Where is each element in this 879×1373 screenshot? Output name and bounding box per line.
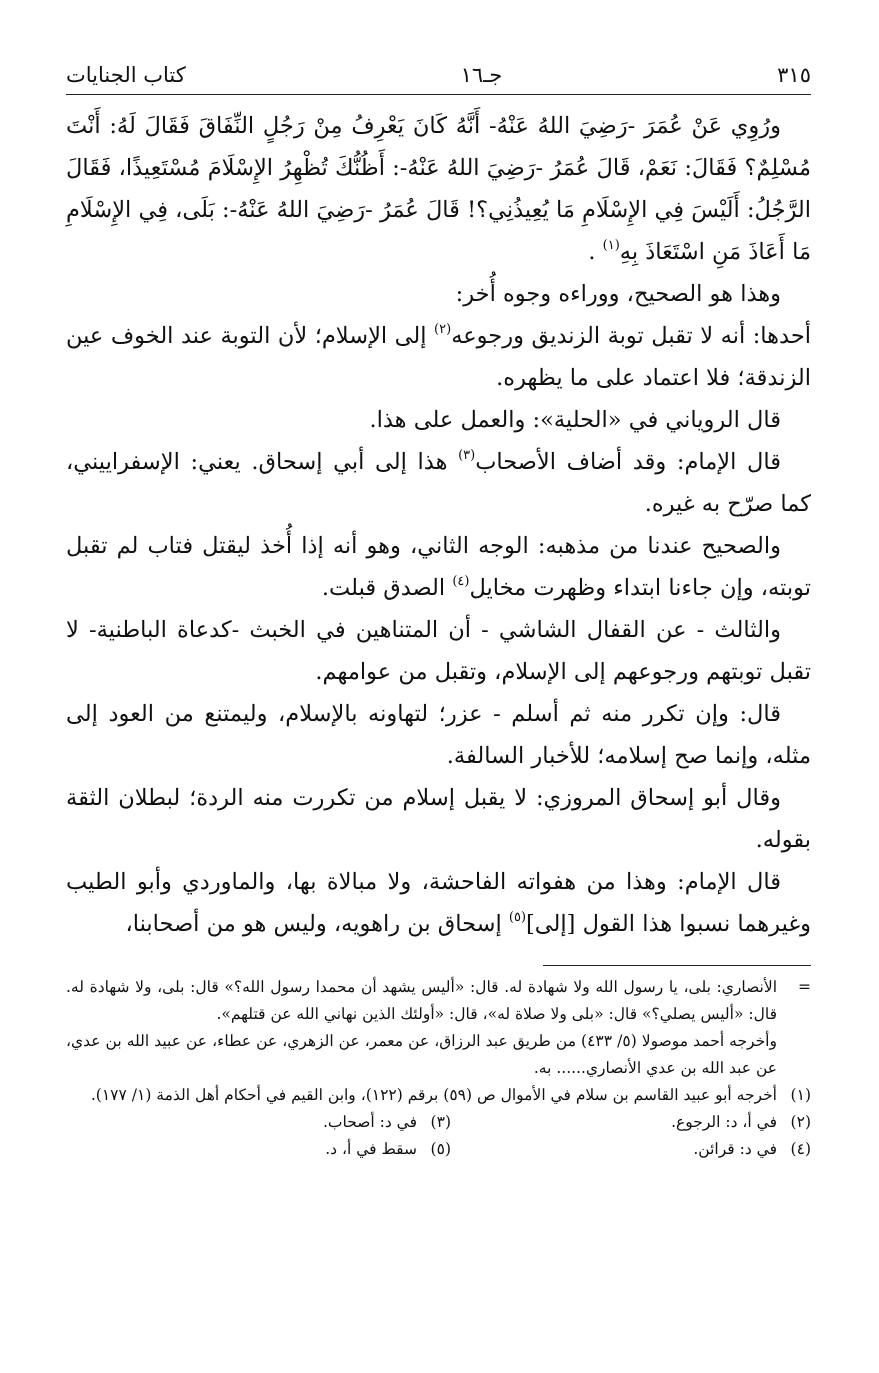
header-rule <box>66 94 811 95</box>
page-number: ٣١٥ <box>777 63 811 87</box>
footnote-text: في أ، د: الرجوع. <box>671 1113 777 1131</box>
paragraph: قال الإمام: وهذا من هفواته الفاحشة، ولا مبالاة بها، والماوردي وأبو الطيب وغيرهما نسبوا هذا القول [إلى]$^{(٥)}$ إسحاق بن راهويه، وليس هو من أصحابنا، <box>66 869 811 937</box>
footnote-3 <box>91 1109 451 1136</box>
footnote-ref[interactable]: (٤) <box>452 574 470 589</box>
paragraph: قال الإمام: وقد أضاف الأصحاب$^{(٣)}$ هذا إلى أبي إسحاق. يعني: الإسفراييني، كما صرّح به غيره. <box>66 448 811 517</box>
footnote-marker: (٢) <box>790 1113 811 1131</box>
footnote-marker: (٣) <box>430 1113 451 1131</box>
footnote-text: وأخرجه أحمد موصولا (٥/ ٤٣٣) من طريق عبد الرزاق، عن معمر، عن الزهري، عن عطاء، عن عبيد الله بن عدي، عن عبد الله بن عدي الأنصاري...... به. <box>66 1032 777 1077</box>
paragraph: والثالث - عن القفال الشاشي - أن المتناهين في الخبث -كدعاة الباطنية- لا تقبل توبتهم ورجوعهم إلى الإسلام، وتقبل من عوامهم. <box>66 617 811 685</box>
footnote-text: سقط في أ، د. <box>325 1140 417 1158</box>
paragraph: قال: وإن تكرر منه ثم أسلم - عزر؛ لتهاونه بالإسلام، وليمتنع من العود إلى مثله، وإنما صح إسلامه؛ للأخبار السالفة. <box>66 701 811 769</box>
footnote-ref[interactable]: (٥) <box>508 910 527 925</box>
footnote-continuation <box>66 1028 811 1082</box>
paragraph: وقال أبو إسحاق المروزي: لا يقبل إسلام من تكررت منه الردة؛ لبطلان الثقة بقوله. <box>66 785 811 853</box>
footnote-2 <box>451 1109 811 1136</box>
book-title: كتاب الجنايات <box>66 63 186 87</box>
paragraph: والصحيح عندنا من مذهبه: الوجه الثاني، وهو أنه إذا أُخذ ليقتل فتاب لم تقبل توبته، وإن جاءنا ابتداء وظهرت مخايل$^{(٤)}$ الصدق قبلت. <box>66 533 811 601</box>
footnote-1 <box>66 1082 811 1109</box>
footnote-marker: (١) <box>790 1086 811 1104</box>
footnote-5 <box>91 1136 451 1163</box>
footnote-text: في د: قرائن. <box>693 1140 777 1158</box>
footnote-text: في د: أصحاب. <box>322 1113 417 1131</box>
footnote-row <box>66 1109 811 1136</box>
footnotes <box>66 974 811 1163</box>
paragraph: وهذا هو الصحيح، ووراءه وجوه أُخر: <box>455 281 781 307</box>
footnote-text: الأنصاري: بلى، يا رسول الله ولا شهادة له. قال: «أليس يشهد أن محمدا رسول الله؟» قال: بلى، ولا شهادة له. قال: «أليس يصلي؟» قال: «بلى ولا صلاة له»، قال: «أولئك الذين نهاني الله عن قتلهم». <box>66 978 777 1023</box>
main-text <box>66 105 811 945</box>
footnote-separator <box>543 965 811 966</box>
footnote-row <box>66 1136 811 1163</box>
volume-number: جـ١٦ <box>460 63 503 87</box>
paragraph: قال الروياني في «الحلية»: والعمل على هذا. <box>369 407 781 433</box>
footnote-ref[interactable]: (٣) <box>458 448 476 463</box>
footnote-text: أخرجه أبو عبيد القاسم بن سلام في الأموال ص (٥٩) برقم (١٢٢)، وابن القيم في أحكام أهل الذمة (١/ ١٧٧). <box>90 1086 777 1104</box>
paragraph: أحدها: أنه لا تقبل توبة الزنديق ورجوعه$^{(٢)}$ إلى الإسلام؛ لأن التوبة عند الخوف عين الزندقة؛ فلا اعتماد على ما يظهره. <box>66 322 811 391</box>
book-page <box>66 58 811 1163</box>
footnote-continuation <box>66 974 811 1028</box>
footnote-ref[interactable]: (١) <box>602 238 620 253</box>
footnote-marker: (٥) <box>430 1140 451 1158</box>
footnote-4 <box>451 1136 811 1163</box>
footnote-ref[interactable]: (٢) <box>434 322 452 337</box>
paragraph: ورُوِي عَنْ عُمَرَ -رَضِيَ اللهُ عَنْهُ- أَنَّهُ كَانَ يَعْرِفُ مِنْ رَجُلٍ النِّفَاقَ فَقَالَ لَهُ: أَنْتَ مُسْلِمٌ؟ فَقَالَ: نَعَمْ، قَالَ عُمَرُ -رَضِيَ اللهُ عَنْهُ-: أَظُنُّكَ تُظْهِرُ الإِسْلَامَ مُسْتَعِيذًا، فَقَالَ الرَّجُلُ: أَلَيْسَ فِي الإِسْلَامِ مَا يُعِيذُنِي؟! قَالَ عُمَرُ -رَضِيَ اللهُ عَنْهُ-: بَلَى، فِي الإِسْلَامِ مَا أَعَاذَ مَنِ اسْتَعَاذَ بِهِ$^{(١)}$ . <box>66 113 811 265</box>
running-header <box>66 58 811 92</box>
footnote-marker: (٤) <box>790 1140 811 1158</box>
continuation-marker: = <box>798 978 811 996</box>
